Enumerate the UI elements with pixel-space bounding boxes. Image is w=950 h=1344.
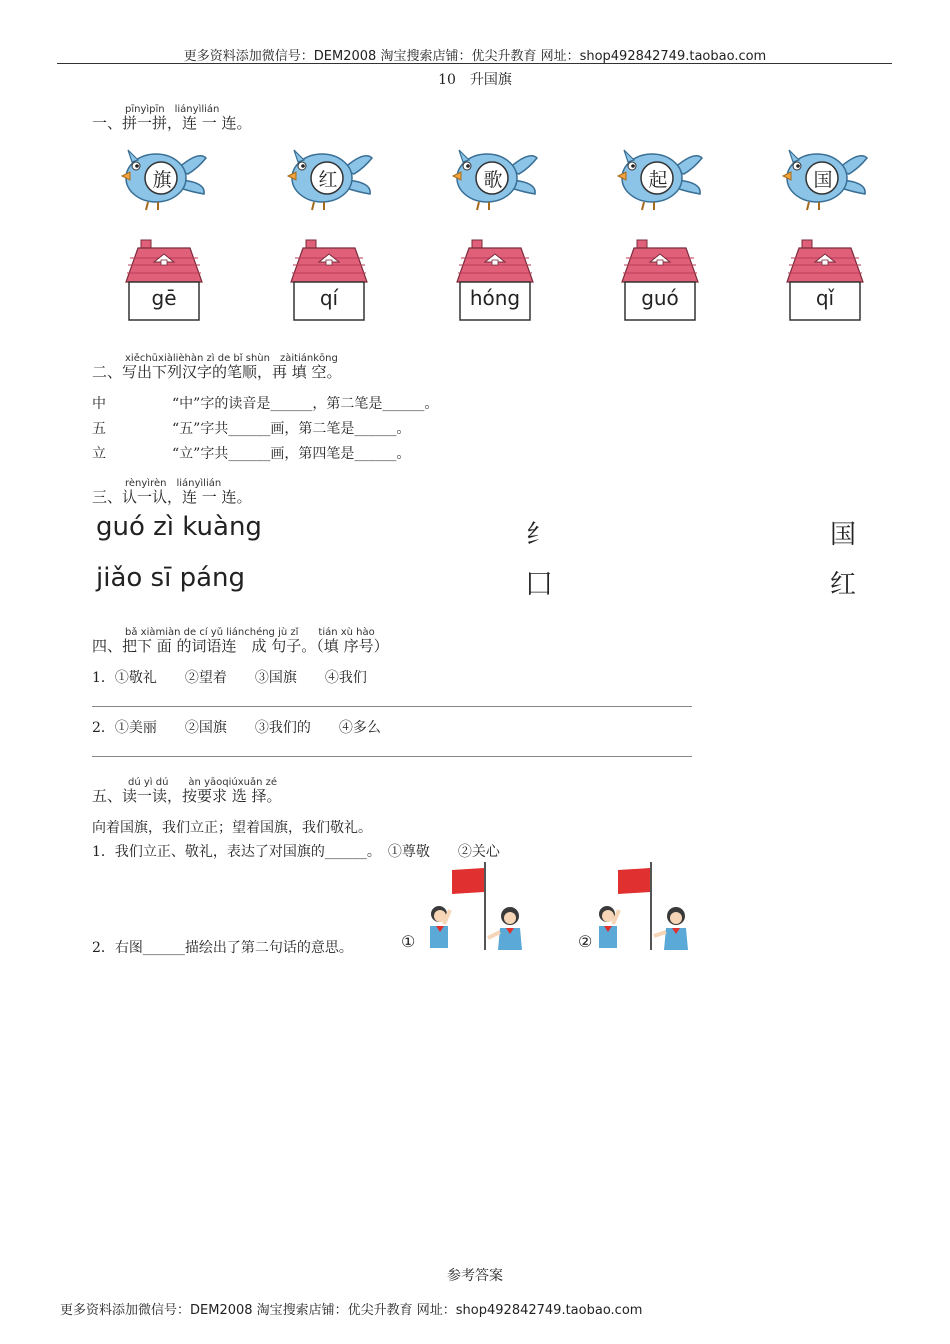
house-pinyin: qǐ [815, 286, 835, 310]
s4-heading: 四、把下 面 的词语连 成 句子。（填 序号） [92, 637, 389, 655]
s3-middle-2: 囗 [526, 570, 553, 600]
s3-middle-1: 纟 [526, 520, 553, 550]
bird-card [779, 140, 879, 220]
house-pinyin: hóng [469, 286, 521, 310]
house-pinyin: gē [151, 286, 177, 310]
bird-char: 起 [648, 169, 668, 191]
house-pinyin: qí [319, 286, 339, 310]
s5-q1: 1．我们立正、敬礼，表达了对国旗的______。 ①尊敬 ②关心 [92, 844, 500, 860]
house-card [620, 238, 700, 320]
s2-row-2: “五”字共______画，第二笔是______。 [172, 421, 411, 437]
s2-char-2: 五 [92, 421, 106, 437]
bird-char: 国 [813, 169, 833, 191]
s3-pinyin: rènyìrèn liányìlián [125, 478, 222, 489]
s4-answer-line-2[interactable] [92, 756, 692, 757]
page-title: 10 升国旗 [438, 72, 512, 88]
bird-char: 歌 [483, 169, 503, 191]
house-card [455, 238, 535, 320]
s3-left-2: jiǎo sī páng [96, 563, 246, 593]
bird-card [449, 140, 549, 220]
s3-heading: 三、认一认，连 一 连。 [92, 488, 252, 506]
bird-char: 红 [318, 169, 338, 191]
pic-label-2: ② [578, 932, 593, 951]
s2-pinyin: xiěchūxiàlièhàn zì de bǐ shùn zàitiánkōng [125, 353, 338, 364]
s2-heading: 二、写出下列汉字的笔顺，再 填 空。 [92, 363, 342, 381]
s4-q1: 1．①敬礼 ②望着 ③国旗 ④我们 [92, 670, 367, 686]
house-card [124, 238, 204, 320]
s2-row-3: “立”字共______画，第四笔是______。 [172, 446, 411, 462]
s5-pinyin: dú yì dú àn yāoqiúxuǎn zé [128, 777, 277, 788]
s4-q2: 2．①美丽 ②国旗 ③我们的 ④多么 [92, 720, 381, 736]
s5-q2: 2．右图______描绘出了第二句话的意思。 [92, 940, 353, 956]
s4-pinyin: bǎ xiàmiàn de cí yǔ liánchéng jù zǐ tián xù hào [125, 627, 375, 638]
bird-card [614, 140, 714, 220]
s1-heading: 一、拼一拼，连 一 连。 [92, 114, 252, 132]
page-header: 更多资料添加微信号：DEM2008 淘宝搜索店铺：优尖升教育 网址：shop492842749.taobao.com [183, 49, 767, 64]
s5-heading: 五、读一读，按要求 选 择。 [92, 787, 282, 805]
bird-card [284, 140, 384, 220]
house-card [785, 238, 865, 320]
s2-char-3: 立 [92, 446, 106, 462]
s5-passage: 向着国旗，我们立正；望着国旗，我们敬礼。 [92, 820, 372, 836]
flag-scene-1 [420, 858, 530, 953]
page-footer: 更多资料添加微信号：DEM2008 淘宝搜索店铺：优尖升教育 网址：shop492842749.taobao.com [60, 1303, 643, 1318]
s1-pinyin: pīnyìpīn liányìlián [125, 104, 220, 115]
house-pinyin: guó [641, 286, 679, 310]
house-card [289, 238, 369, 320]
flag-scene-2 [596, 858, 706, 953]
s3-left-1: guó zì kuàng [96, 512, 262, 542]
header-divider [57, 63, 892, 64]
bird-char: 旗 [152, 169, 172, 191]
bird-card [118, 140, 218, 220]
s2-row-1: “中”字的读音是______，第二笔是______。 [172, 396, 439, 412]
s2-char-1: 中 [92, 396, 106, 412]
pic-label-1: ① [401, 932, 416, 951]
answer-heading: 参考答案 [447, 1268, 503, 1284]
s4-answer-line-1[interactable] [92, 706, 692, 707]
s3-right-2: 红 [830, 570, 857, 600]
s3-right-1: 国 [830, 520, 857, 550]
